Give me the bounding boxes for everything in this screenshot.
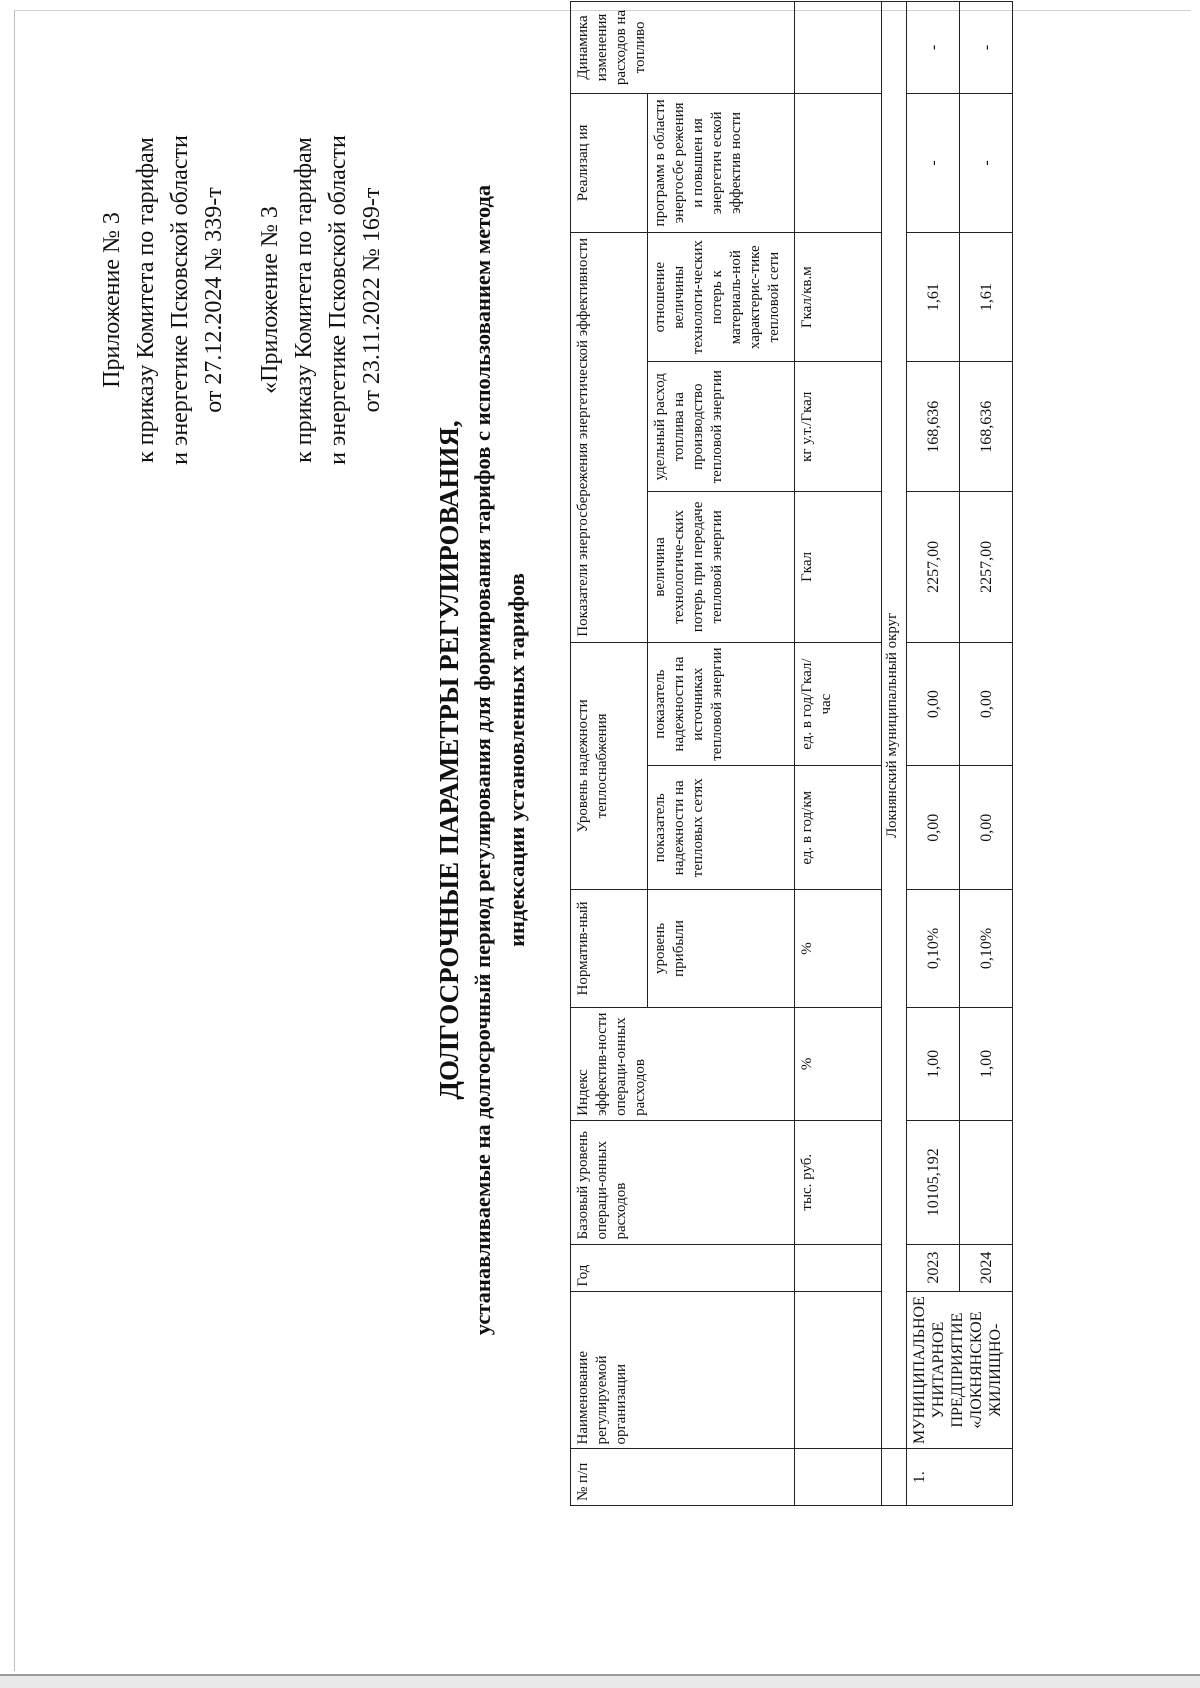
cell-en-ratio: 1,61	[960, 232, 1013, 362]
unit-en-ratio: Гкал/кв.м	[795, 232, 882, 362]
cell-rel-sources: 0,00	[960, 642, 1013, 766]
cell-rel-networks: 0,00	[907, 766, 960, 890]
header-row-1	[571, 2, 648, 1506]
unit-rel-sources: ед. в год/Гкал/ час	[795, 642, 882, 766]
header-en-fuel: удельный расход топлива на производство тепловой энергии	[648, 362, 795, 492]
cell-en-fuel: 168,636	[907, 362, 960, 492]
cell-program: -	[907, 93, 960, 232]
header-profit: уровень прибыли	[648, 890, 795, 1008]
cell-profit: 0,10%	[907, 890, 960, 1008]
unit-base: тыс. руб.	[795, 1120, 882, 1244]
cell-rel-networks: 0,00	[960, 766, 1013, 890]
header-program-top: Реализац ия	[571, 93, 648, 232]
header-program: программ в области энергосбе режения и повышен ия энергетич еской эффектив ности	[648, 93, 795, 232]
cell-en-fuel: 168,636	[960, 362, 1013, 492]
cell-year: 2023	[907, 1244, 960, 1291]
table-row	[960, 2, 1013, 1506]
unit-rel-networks: ед. в год/км	[795, 766, 882, 890]
cell-base: 10105,192	[907, 1120, 960, 1244]
table-row	[907, 2, 960, 1506]
cell-en-losses: 2257,00	[907, 492, 960, 643]
previous-appendix-line: и энергетике Псковской области	[325, 135, 351, 465]
previous-appendix-line: от 23.11.2022 № 169-т	[359, 187, 385, 413]
cell-en-losses: 2257,00	[960, 492, 1013, 643]
cell-rel-sources: 0,00	[907, 642, 960, 766]
unit-index: %	[795, 1007, 882, 1120]
row-number: 1.	[907, 1449, 1013, 1506]
appendix-line: и энергетике Псковской области	[167, 135, 193, 465]
cell-fuel-dynamics: -	[960, 2, 1013, 94]
cell-year: 2024	[960, 1244, 1013, 1291]
title-sub-1: устанавливаемые на долгосрочный период регулирования для формирования тарифов с использованием метода	[470, 184, 495, 1336]
header-base: Базовый уровень операци-онных расходов	[571, 1120, 795, 1244]
header-energy-group: Показатели энергосбережения энергетической эффективности	[571, 232, 648, 642]
previous-appendix-line: к приказу Комитета по тарифам	[291, 137, 317, 463]
appendix-line: к приказу Комитета по тарифам	[133, 137, 159, 463]
units-row	[795, 2, 882, 1506]
region-row	[882, 2, 907, 1506]
header-org: Наименование регулируемой организации	[571, 1291, 795, 1449]
document-title	[432, 0, 534, 1550]
cell-profit: 0,10%	[960, 890, 1013, 1008]
appendix-line: Приложение № 3	[99, 212, 125, 388]
header-fuel-dynamics: Динамика изменения расходов на топливо	[571, 2, 795, 94]
appendix-block	[95, 20, 389, 580]
header-reliability-group: Уровень надежности теплоснабжения	[571, 642, 648, 889]
header-rel-sources: показатель надежности на источниках тепловой энергии	[648, 642, 795, 766]
header-index: Индекс эффектив-ности операци-онных расходов	[571, 1007, 795, 1120]
org-name: МУНИЦИПАЛЬНОЕ УНИТАРНОЕ ПРЕДПРИЯТИЕ «ЛОКНЯНСКОЕ ЖИЛИЩНО-	[907, 1291, 1013, 1449]
region-label: Локнянский муниципальный округ	[882, 2, 907, 1449]
title-main: ДОЛГОСРОЧНЫЕ ПАРАМЕТРЫ РЕГУЛИРОВАНИЯ,	[434, 420, 464, 1100]
previous-appendix-line: «Приложение № 3	[257, 206, 283, 394]
cell-fuel-dynamics: -	[907, 2, 960, 94]
cell-en-ratio: 1,61	[907, 232, 960, 362]
header-year: Год	[571, 1244, 795, 1291]
unit-en-losses: Гкал	[795, 492, 882, 643]
header-en-losses: величина технологиче-ских потерь при передаче тепловой энергии	[648, 492, 795, 643]
cell-program: -	[960, 93, 1013, 232]
header-num: № п/п	[571, 1449, 795, 1506]
header-profit-group: Норматив-ный	[571, 890, 648, 1008]
cell-base	[960, 1120, 1013, 1244]
cell-index: 1,00	[960, 1007, 1013, 1120]
unit-en-fuel: кг у.т./Гкал	[795, 362, 882, 492]
title-sub-2: индексации установленных тарифов	[504, 573, 529, 947]
appendix-line: от 27.12.2024 № 339-т	[201, 187, 227, 413]
header-en-ratio: отношение величины технологи-ческих потерь к материаль-ной характерис-тике тепловой сети	[648, 232, 795, 362]
unit-profit: %	[795, 890, 882, 1008]
parameters-table	[570, 1, 1013, 1506]
cell-index: 1,00	[907, 1007, 960, 1120]
header-rel-networks: показатель надежности на тепловых сетях	[648, 766, 795, 890]
